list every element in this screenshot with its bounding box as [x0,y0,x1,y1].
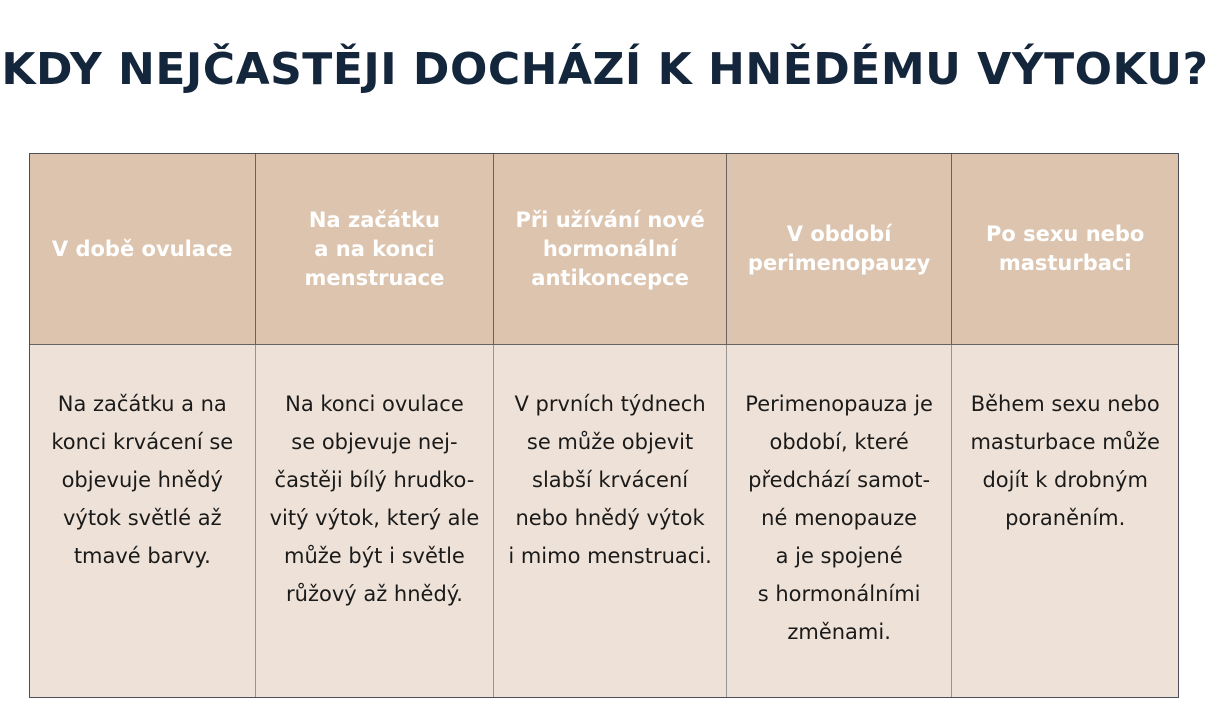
body-line: s hormonálními [757,582,921,606]
column-body-contraception [494,345,727,697]
header-line: Po sexu nebo [986,222,1145,246]
header-line: hormonální [542,236,678,261]
body-line: vitý výtok, který ale [269,506,480,530]
body-line: nebo hnědý výtok [515,506,705,530]
body-line: Na konci ovulace [285,392,464,416]
header-line: Na začátku [308,207,440,232]
header-line: Při užívání nové [515,207,705,232]
body-line: růžový až hnědý. [286,582,463,606]
body-line: častěji bílý hrudko- [274,468,475,492]
header-line: perimenopauzy [747,251,931,275]
header-line: a na konci [314,236,435,261]
column-body-sex [952,345,1178,697]
body-line: objevuje hnědý [61,468,223,492]
body-line: Na začátku a na [57,392,227,416]
body-line: dojít k drobným [982,468,1148,492]
column-header-contraception [494,154,727,345]
body-line: období, které [769,430,909,454]
body-line: se může objevit [526,430,694,454]
header-line: menstruace [304,265,445,290]
column-header-perimenopause [727,154,953,345]
body-line: poraněním. [1005,506,1126,530]
body-line: Během sexu nebo [970,392,1160,416]
column-header-ovulation [30,154,256,345]
page-title: KDY NEJČASTĚJI DOCHÁZÍ K HNĚDÉMU VÝTOKU? [1,44,1209,95]
body-line: slabší krvácení [532,468,689,492]
body-line: masturbace může [970,430,1160,454]
column-body-perimenopause [727,345,953,697]
body-line: tmavé barvy. [73,544,211,568]
column-header-menstruation [256,154,495,345]
header-line: V době ovulace [51,236,233,261]
header-line: antikoncepce [531,265,689,290]
body-line: změnami. [787,620,891,644]
body-line: a je spojené [775,544,903,568]
info-table [29,153,1179,698]
body-line: se objevuje nej- [291,430,458,454]
body-line: i mimo menstruaci. [508,544,712,568]
column-body-ovulation [30,345,256,697]
body-line: výtok světlé až [62,506,222,530]
body-line: Perimenopauza je [745,392,933,416]
header-line: V období [786,222,892,246]
body-line: V prvních týdnech [514,392,706,416]
body-line: konci krvácení se [51,430,234,454]
body-line: může být i světle [284,544,465,568]
body-line: né menopauze [761,506,918,530]
column-body-menstruation [256,345,495,697]
body-line: předchází samot- [748,468,931,492]
header-line: masturbaci [998,251,1132,275]
column-header-sex [952,154,1178,345]
